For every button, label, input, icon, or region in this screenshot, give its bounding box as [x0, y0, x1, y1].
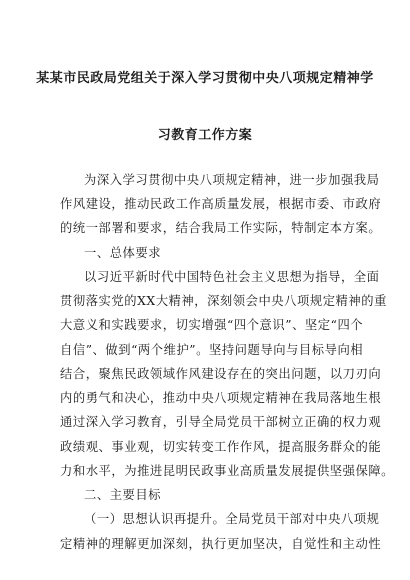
document-title-line-1: 某某市民政局党组关于深入学习贯彻中央八项规定精神学 [36, 71, 374, 86]
section-heading-2: 二、主要目标 [84, 488, 162, 502]
body-line: （一）思想认识再提升。全局党员干部对中央八项规 [84, 512, 380, 526]
body-line: 贯彻落实党的XX大精神，深刻领会中央八项规定精神的重 [60, 294, 387, 308]
body-line: 的统一部署和要求，结合我局工作实际，特制定本方案。 [60, 221, 382, 235]
body-line: 政绩观、事业观，切实转变工作作风，提高服务群众的能 [60, 440, 382, 454]
body-line: 内的勇气和决心，推动中央八项规定精神在我局落地生根 [60, 391, 382, 405]
body-line: 作风建设，推动民政工作高质量发展，根据市委、市政府 [60, 197, 382, 211]
body-line: 以习近平新时代中国特色社会主义思想为指导，全面 [84, 270, 380, 284]
body-line: 结合，聚焦民政领域作风建设存在的突出问题，以刀刃向 [60, 367, 382, 381]
body-line: 力和水平，为推进昆明民政事业高质量发展提供坚强保障。 [60, 464, 395, 478]
document-title-line-2: 习教育工作方案 [157, 128, 253, 143]
body-line: 自信”、做到“两个维护”。坚持问题导向与目标导向相 [60, 343, 364, 357]
body-line: 通过深入学习教育，引导全局党员干部树立正确的权力观 [60, 415, 382, 429]
body-line: 大意义和实践要求，切实增强“四个意识”、坚定“四个 [60, 318, 364, 332]
body-line: 定精神的理解更加深刻，执行更加坚决，自觉性和主动性 [60, 537, 382, 551]
section-heading-1: 一、总体要求 [84, 246, 162, 260]
body-line: 为深入学习贯彻中央八项规定精神，进一步加强我局 [84, 173, 380, 187]
